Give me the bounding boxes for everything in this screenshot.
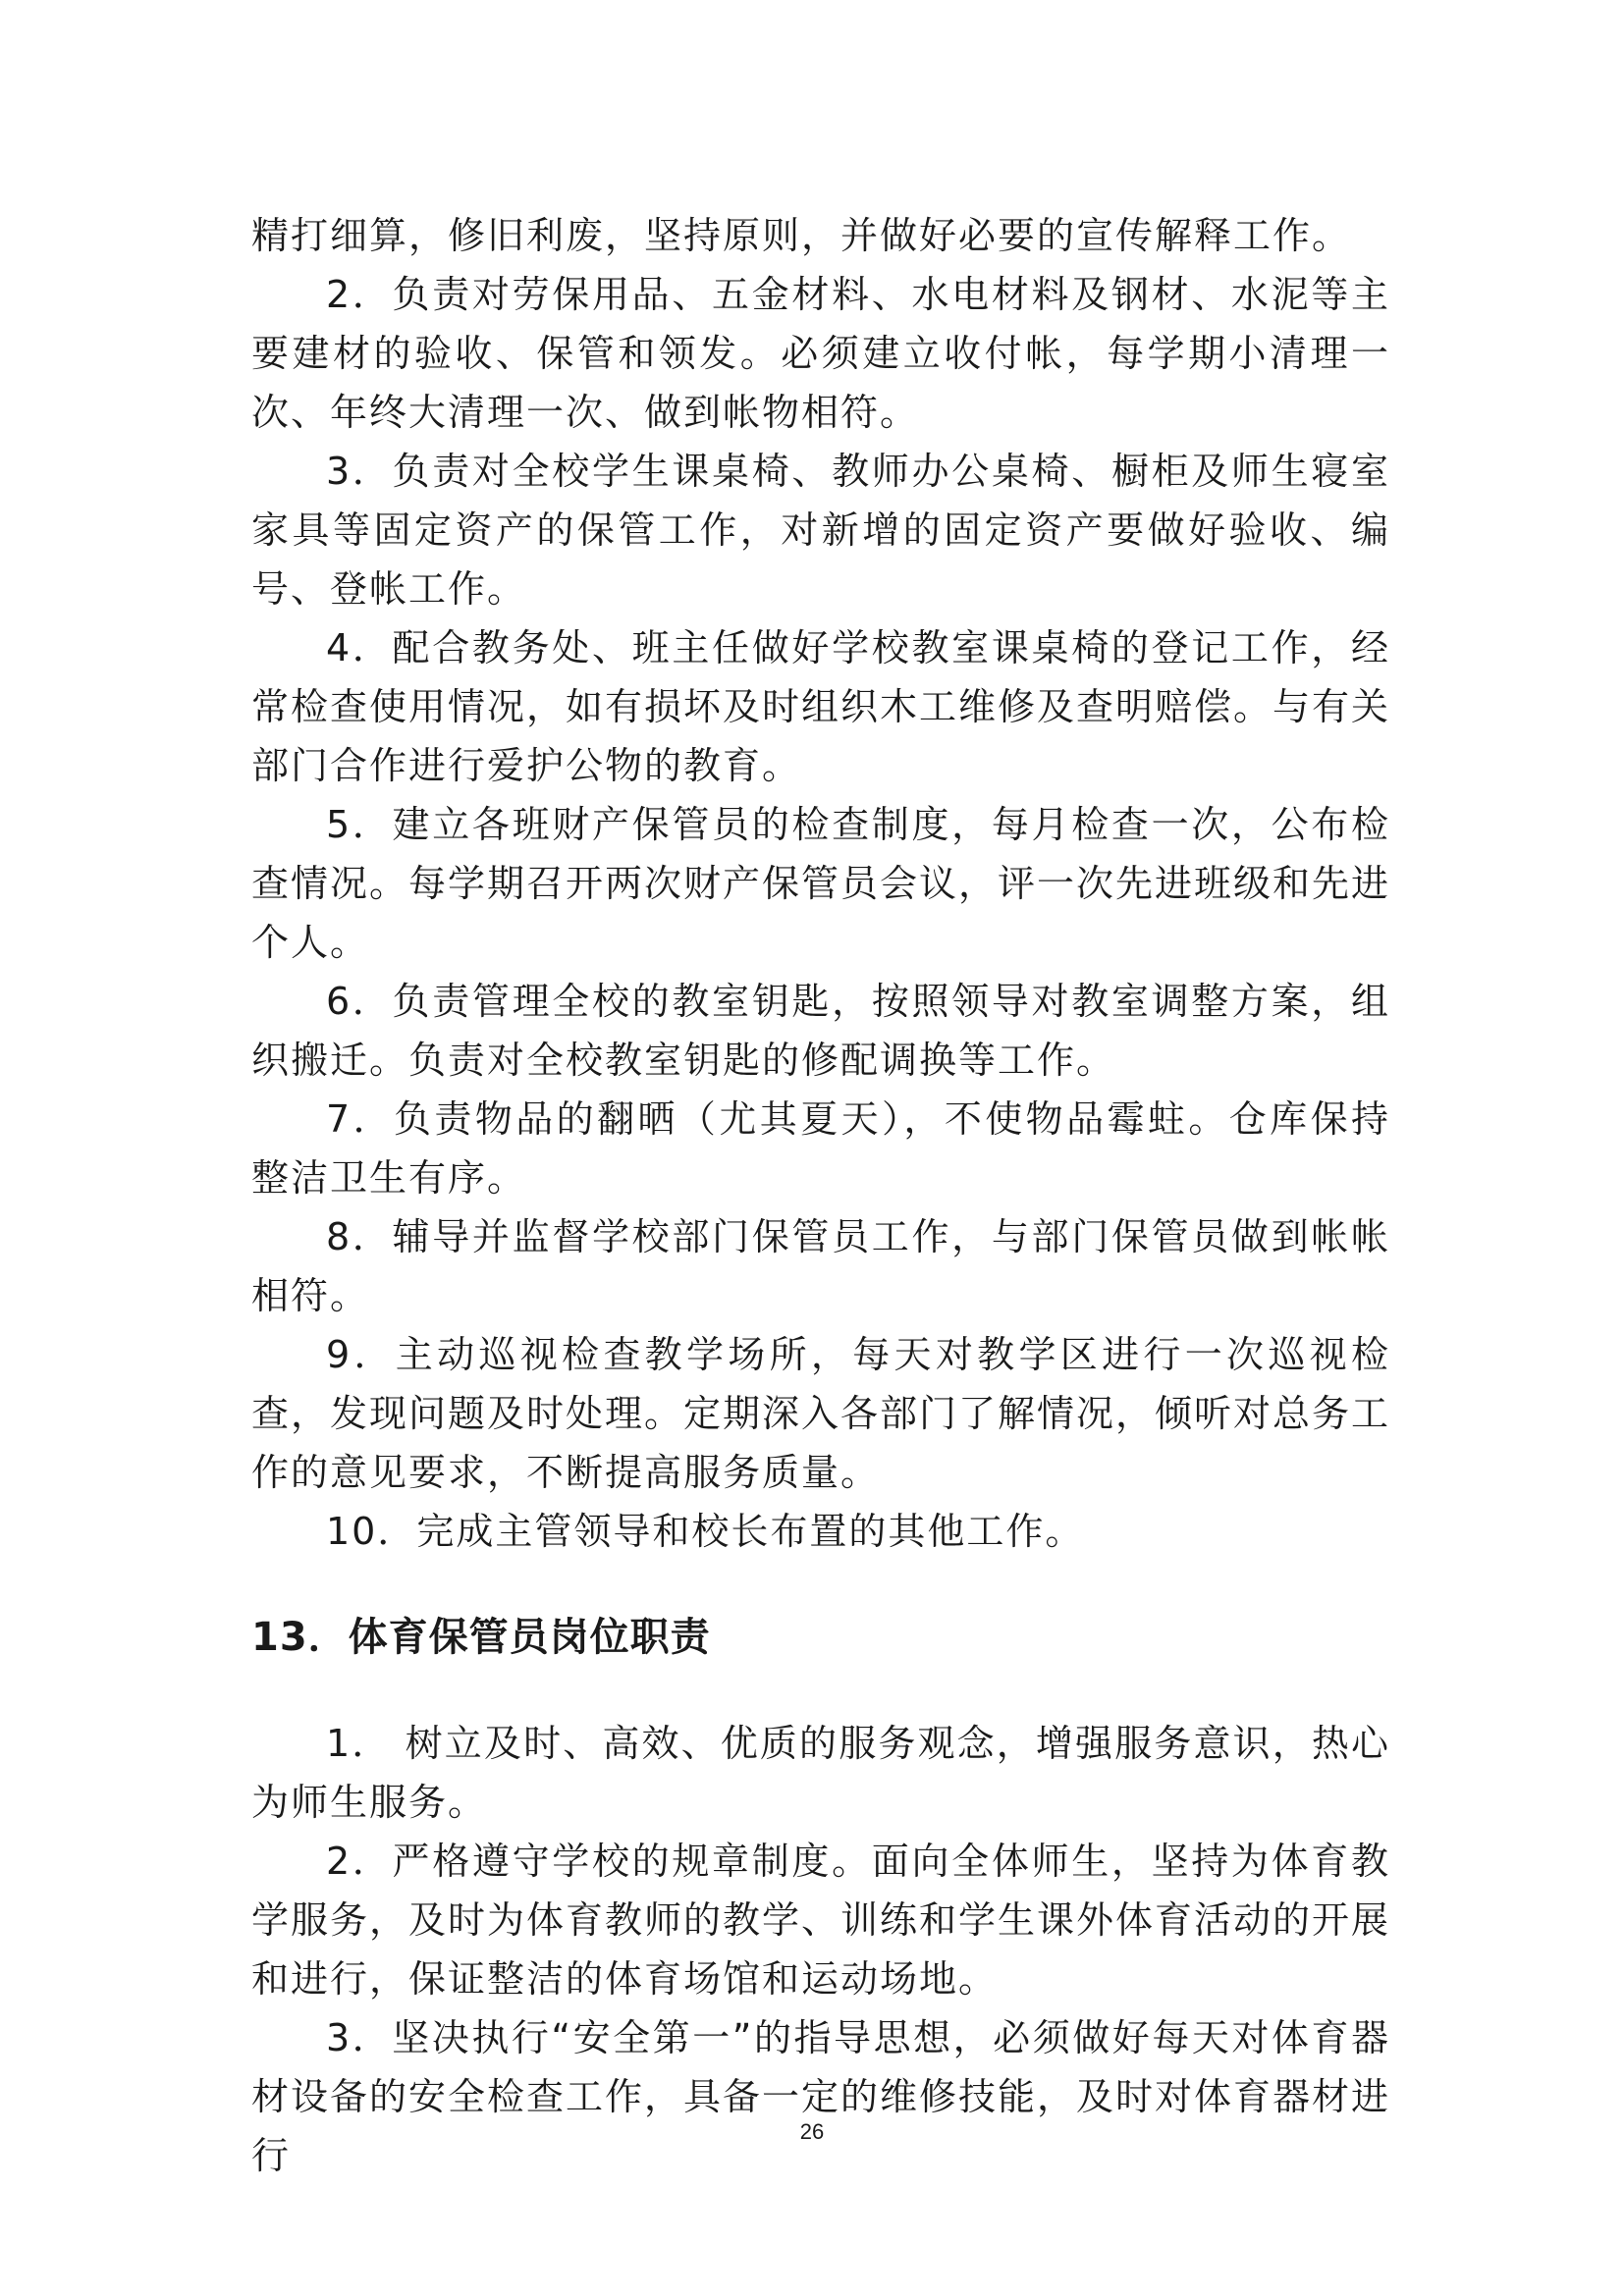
paragraph-item-2: 2．负责对劳保用品、五金材料、水电材料及钢材、水泥等主要建材的验收、保管和领发。必须建立收付帐，每学期小清理一次、年终大清理一次、做到帐物相符。 (251, 273, 1390, 434)
paragraph-item-7: 7．负责物品的翻晒（尤其夏天），不使物品霉蛀。仓库保持整洁卫生有序。 (251, 1097, 1390, 1200)
page-number: 26 (799, 2119, 825, 2144)
section-heading: 13．体育保管员岗位职责 (251, 1615, 711, 1660)
section-paragraph-item-1: 1． 树立及时、高效、优质的服务观念，增强服务意识，热心为师生服务。 (251, 1722, 1390, 1824)
page-content (251, 206, 1390, 2185)
paragraph-item-3: 3．负责对全校学生课桌椅、教师办公桌椅、橱柜及师生寝室家具等固定资产的保管工作，对新增的固定资产要做好验收、编号、登帐工作。 (251, 450, 1390, 611)
paragraph-item-5: 5．建立各班财产保管员的检查制度，每月检查一次，公布检查情况。每学期召开两次财产保管员会议，评一次先进班级和先进个人。 (251, 803, 1391, 964)
paragraph-item-10: 10．完成主管领导和校长布置的其他工作。 (326, 1510, 1085, 1553)
paragraph-item-9: 9．主动巡视检查教学场所，每天对教学区进行一次巡视检查，发现问题及时处理。定期深入各部门了解情况，倾听对总务工作的意见要求，不断提高服务质量。 (251, 1333, 1391, 1494)
paragraph-item-8: 8．辅导并监督学校部门保管员工作，与部门保管员做到帐帐相符。 (251, 1215, 1390, 1317)
paragraph-item-6: 6．负责管理全校的教室钥匙，按照领导对教室调整方案，组织搬迁。负责对全校教室钥匙的修配调换等工作。 (251, 980, 1390, 1082)
section-paragraph-item-2: 2．严格遵守学校的规章制度。面向全体师生，坚持为体育教学服务，及时为体育教师的教学、训练和学生课外体育活动的开展和进行，保证整洁的体育场馆和运动场地。 (251, 1840, 1391, 2001)
paragraph-item-4: 4．配合教务处、班主任做好学校教室课桌椅的登记工作，经常检查使用情况，如有损坏及时组织木工维修及查明赔偿。与有关部门合作进行爱护公物的教育。 (251, 626, 1391, 787)
paragraph-continuation: 精打细算，修旧利废，坚持原则，并做好必要的宣传解释工作。 (251, 214, 1352, 257)
section-paragraph-item-3: 3．坚决执行“安全第一”的指导思想，必须做好每天对体育器材设备的安全检查工作，具备一定的维修技能，及时对体育器材进行 (251, 2016, 1391, 2177)
